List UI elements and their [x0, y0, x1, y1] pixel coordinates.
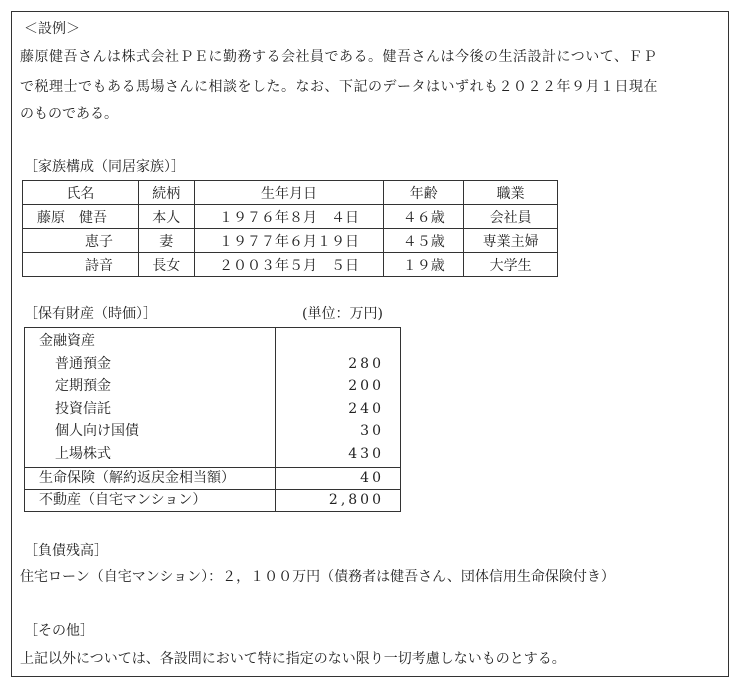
table-row: [23, 253, 558, 277]
cell-job: 専業主婦: [464, 229, 558, 253]
asset-value: 30: [360, 423, 384, 439]
assets-table: [24, 327, 401, 512]
cell-relation: 長女: [138, 253, 194, 277]
cell-name: 藤原 健吾: [23, 205, 139, 229]
list-item: [25, 420, 402, 442]
family-table: [22, 180, 558, 277]
asset-label: 定期預金: [55, 378, 111, 394]
insurance-value: 40: [360, 470, 384, 486]
cell-birth: １９７６年８月 ４日: [194, 205, 384, 229]
table-row: [23, 229, 558, 253]
cell-age: １９歳: [384, 253, 464, 277]
other-text: 上記以外については、各設問において特に指定のない限り一切考慮しないものとする。: [20, 651, 566, 667]
asset-value: 280: [348, 356, 384, 372]
cell-relation: 本人: [138, 205, 194, 229]
cell-job: 会社員: [464, 205, 558, 229]
cell-birth: １９７７年６月１９日: [194, 229, 384, 253]
debt-heading: ［負債残高］: [24, 543, 108, 559]
header-age: 年齢: [384, 181, 464, 205]
asset-label: 個人向け国債: [55, 423, 139, 439]
asset-label: 上場株式: [55, 446, 111, 462]
debt-text: 住宅ローン（自宅マンション）：２，１００万円（債務者は健吾さん、団体信用生命保険付き）: [20, 569, 615, 585]
list-item: [25, 489, 402, 511]
family-heading: ［家族構成（同居家族）］: [24, 159, 185, 175]
intro-line-1: 藤原健吾さんは株式会社ＰＥに勤務する会社員である。健吾さんは今後の生活設計について、ＦＰ: [20, 49, 658, 65]
assets-unit: (単位：万円): [302, 306, 383, 322]
cell-age: ４５歳: [384, 229, 464, 253]
assets-heading: ［保有財産（時価）］: [24, 306, 157, 322]
cell-job: 大学生: [464, 253, 558, 277]
list-item: [25, 443, 402, 465]
asset-value: 430: [348, 446, 384, 462]
intro-line-3: のものである。: [20, 106, 118, 122]
cell-age: ４６歳: [384, 205, 464, 229]
header-relation: 続柄: [138, 181, 194, 205]
header-name: 氏名: [23, 181, 139, 205]
financial-assets-label: 金融資産: [39, 333, 95, 349]
cell-name: 恵子: [23, 229, 139, 253]
real-estate-value: 2,800: [328, 492, 384, 508]
asset-value: 200: [348, 378, 384, 394]
asset-label: 投資信託: [55, 401, 111, 417]
header-job: 職業: [464, 181, 558, 205]
intro-line-2: で税理士でもある馬場さんに相談をした。なお、下記のデータはいずれも２０２２年９月１日現在: [20, 79, 658, 95]
insurance-label: 生命保険（解約返戻金相当額）: [39, 470, 235, 486]
cell-relation: 妻: [138, 229, 194, 253]
header-birth: 生年月日: [194, 181, 384, 205]
asset-value: 240: [348, 401, 384, 417]
table-row: [23, 205, 558, 229]
list-item: [25, 330, 402, 352]
real-estate-label: 不動産（自宅マンション）: [39, 492, 207, 508]
cell-birth: ２００３年５月 ５日: [194, 253, 384, 277]
example-title: ＜設例＞: [24, 21, 80, 37]
list-item: [25, 467, 402, 489]
list-item: [25, 353, 402, 375]
cell-name: 詩音: [23, 253, 139, 277]
other-heading: ［その他］: [24, 623, 94, 639]
asset-label: 普通預金: [55, 356, 111, 372]
list-item: [25, 375, 402, 397]
family-header-row: [23, 181, 558, 205]
list-item: [25, 398, 402, 420]
